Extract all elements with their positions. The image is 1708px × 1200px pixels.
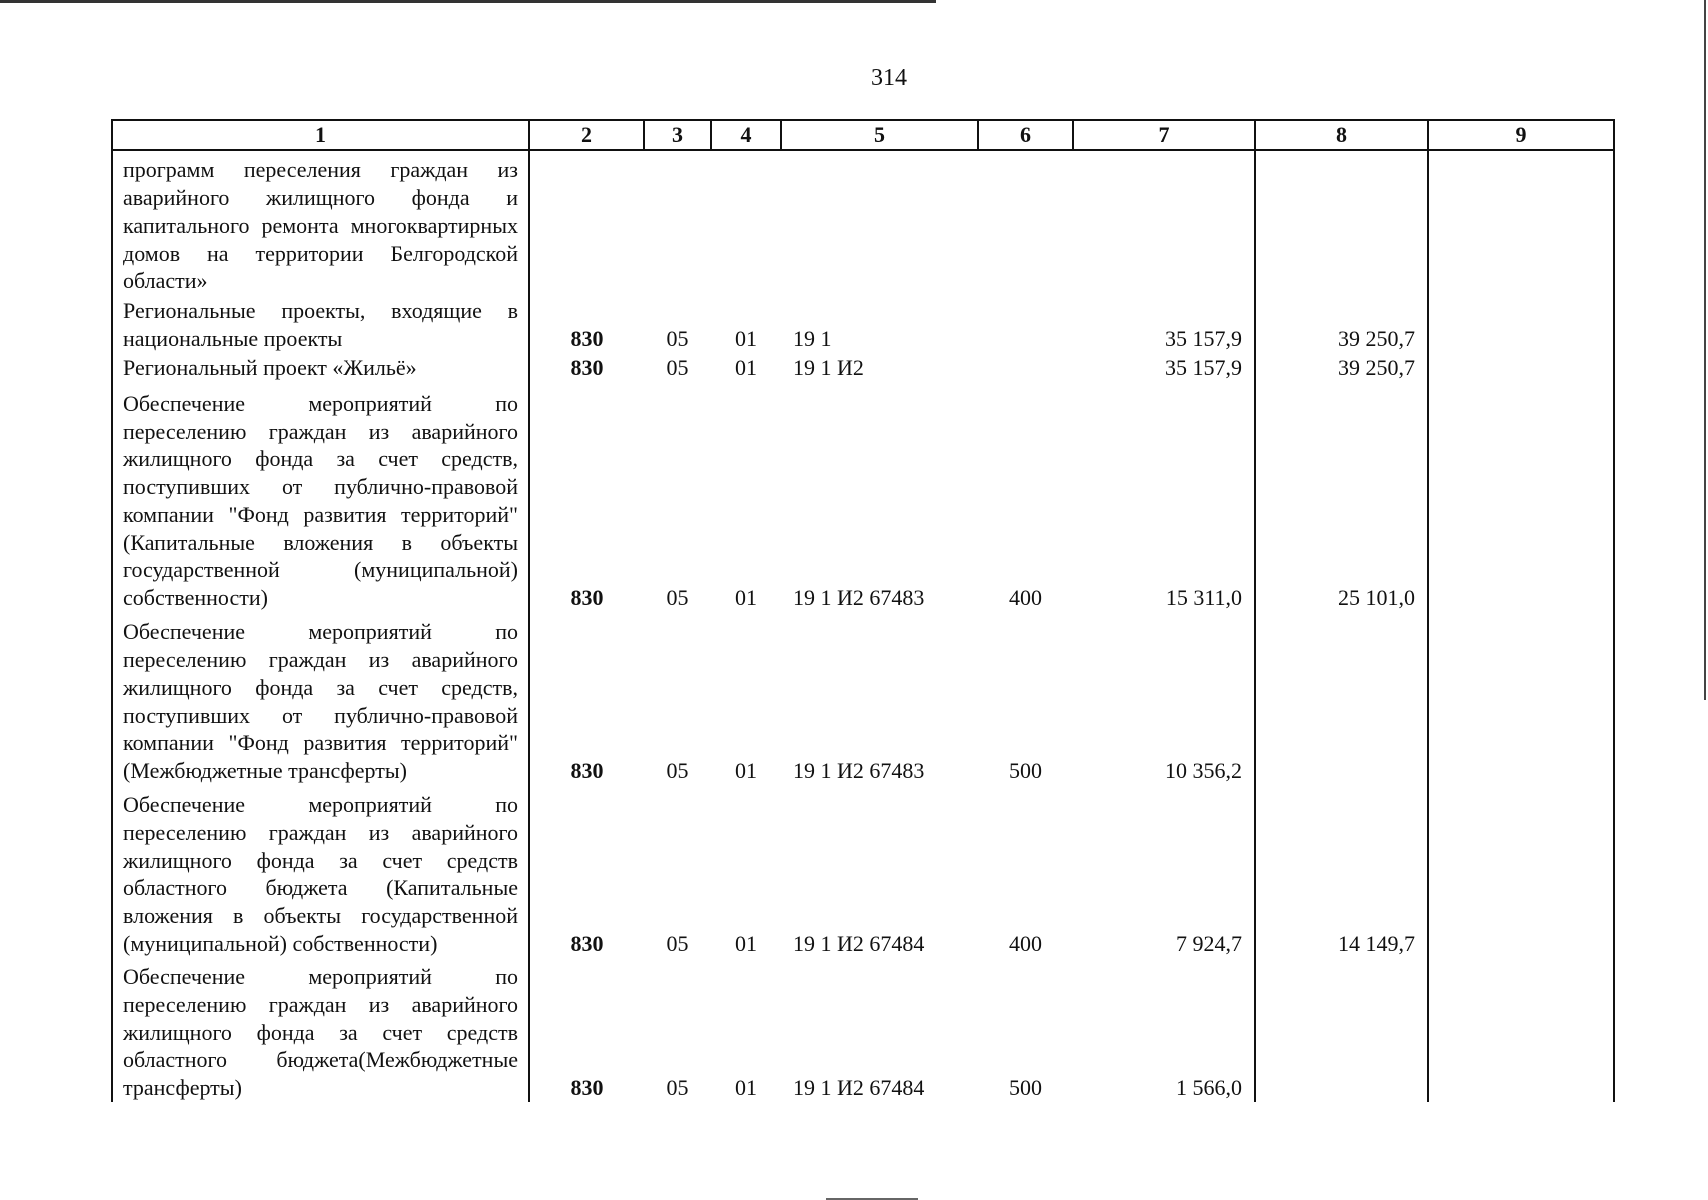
amount-col7: 7 924,7: [1073, 785, 1255, 958]
column-header: 6: [978, 120, 1073, 150]
section-code: 05: [666, 758, 689, 784]
column-header: 4: [711, 120, 781, 150]
target-article-code: 19 1 И2: [793, 354, 864, 380]
target-article-code: 19 1 И2 67483: [793, 585, 925, 611]
table-row: [112, 785, 1614, 958]
subsection-code: 01: [735, 325, 757, 351]
amount-col8: 25 101,0: [1255, 382, 1428, 613]
expense-type-code: [978, 295, 1073, 353]
page-number: 314: [871, 65, 907, 91]
scan-edge-line: [1704, 0, 1706, 700]
section-code: 05: [666, 931, 689, 957]
table-header: [112, 120, 1614, 150]
ministry-code: 830: [570, 1075, 604, 1101]
table-row: [112, 382, 1614, 613]
column-header: 5: [781, 120, 978, 150]
target-article-code: 19 1 И2 67484: [793, 931, 925, 957]
subsection-code: 01: [735, 758, 757, 784]
section-code: 05: [666, 325, 689, 351]
subsection-code: 01: [735, 354, 757, 380]
table-body: [112, 150, 1614, 1102]
column-header: 8: [1255, 120, 1428, 150]
column-header: 1: [112, 120, 529, 150]
section-code: 05: [666, 354, 689, 380]
amount-col7: 1 566,0: [1073, 958, 1255, 1102]
amount-col7: 15 311,0: [1073, 382, 1255, 613]
ministry-code: 830: [570, 585, 604, 611]
subsection-code: [711, 150, 781, 295]
expense-type-code: 500: [1009, 758, 1042, 784]
amount-col9: [1428, 382, 1614, 613]
amount-col7: 10 356,2: [1073, 612, 1255, 785]
ministry-code: 830: [570, 325, 604, 351]
header-row: [112, 120, 1614, 150]
amount-col9: [1428, 785, 1614, 958]
row-name: Региональные проекты, входящие в национальные проекты: [112, 295, 529, 353]
amount-col9: [1428, 958, 1614, 1102]
expense-type-code: [978, 150, 1073, 295]
amount-col9: [1428, 353, 1614, 382]
table-row: [112, 295, 1614, 353]
row-name: Обеспечение мероприятий по переселению граждан из аварийного жилищного фонда за счет средств, поступивших от публично-правовой компании "Фонд развития территорий" (Капитальные вложения в объекты государственной (муниципальной) собственности): [112, 382, 529, 613]
amount-col8: 39 250,7: [1255, 353, 1428, 382]
amount-col7: 35 157,9: [1073, 353, 1255, 382]
expense-type-code: 500: [1009, 1075, 1042, 1101]
table-row: [112, 958, 1614, 1102]
budget-table: [111, 119, 1615, 1102]
row-name: Обеспечение мероприятий по переселению граждан из аварийного жилищного фонда за счет средств областного бюджета(Межбюджетные трансферты): [112, 958, 529, 1102]
row-name: Обеспечение мероприятий по переселению граждан из аварийного жилищного фонда за счет средств, поступивших от публично-правовой компании "Фонд развития территорий" (Межбюджетные трансферты): [112, 612, 529, 785]
ministry-code: 830: [570, 931, 604, 957]
target-article-code: [781, 150, 978, 295]
amount-col7: 35 157,9: [1073, 295, 1255, 353]
subsection-code: 01: [735, 585, 757, 611]
amount-col8: [1255, 150, 1428, 295]
amount-col8: 39 250,7: [1255, 295, 1428, 353]
table-row: [112, 150, 1614, 295]
ministry-code: 830: [570, 354, 604, 380]
amount-col8: [1255, 612, 1428, 785]
table-row: [112, 353, 1614, 382]
column-header: 2: [529, 120, 644, 150]
subsection-code: 01: [735, 931, 757, 957]
amount-col9: [1428, 150, 1614, 295]
column-header: 3: [644, 120, 711, 150]
ministry-code: [529, 150, 644, 295]
row-name: программ переселения граждан из аварийного жилищного фонда и капитального ремонта многоквартирных домов на территории Белгородской области»: [112, 150, 529, 295]
amount-col8: 14 149,7: [1255, 785, 1428, 958]
amount-col9: [1428, 295, 1614, 353]
expense-type-code: 400: [1009, 931, 1042, 957]
target-article-code: 19 1 И2 67483: [793, 758, 925, 784]
amount-col8: [1255, 958, 1428, 1102]
expense-type-code: 400: [1009, 585, 1042, 611]
section-code: [644, 150, 711, 295]
column-header: 7: [1073, 120, 1255, 150]
scan-edge-line: [0, 0, 936, 3]
row-name: Региональный проект «Жильё»: [112, 353, 529, 382]
section-code: 05: [666, 1075, 689, 1101]
ministry-code: 830: [570, 758, 604, 784]
table-row: [112, 612, 1614, 785]
row-name: Обеспечение мероприятий по переселению граждан из аварийного жилищного фонда за счет средств областного бюджета (Капитальные вложения в объекты государственной (муниципальной) собственности): [112, 785, 529, 958]
subsection-code: 01: [735, 1075, 757, 1101]
target-article-code: 19 1 И2 67484: [793, 1075, 925, 1101]
amount-col9: [1428, 612, 1614, 785]
column-header: 9: [1428, 120, 1614, 150]
expense-type-code: [978, 353, 1073, 382]
target-article-code: 19 1: [793, 325, 832, 351]
section-code: 05: [666, 585, 689, 611]
amount-col7: [1073, 150, 1255, 295]
